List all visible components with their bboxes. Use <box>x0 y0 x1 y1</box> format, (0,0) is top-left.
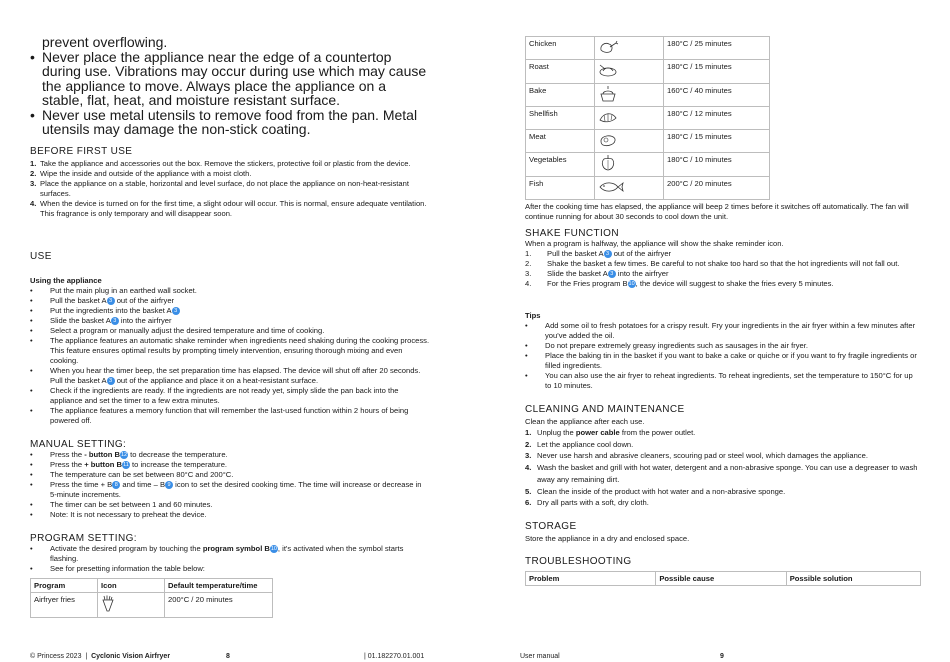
list-item <box>30 510 430 520</box>
list-item <box>30 470 430 480</box>
copyright: © Princess 2023 <box>30 653 82 660</box>
bullet: • <box>30 306 33 315</box>
bullet: • <box>30 470 33 479</box>
user-manual-label: User manual <box>520 653 560 660</box>
bullet: 2. <box>525 259 532 268</box>
document-code: | 01.182270.01.001 <box>364 653 425 660</box>
program-table-right <box>525 36 770 200</box>
part-badge: 3 <box>172 307 180 315</box>
table-row <box>526 83 770 106</box>
item-pre: Press the <box>50 460 85 469</box>
list-item <box>30 199 430 219</box>
item-text <box>537 497 649 509</box>
before-first-use-list <box>30 159 430 219</box>
chicken-icon <box>595 37 664 60</box>
list-item <box>30 179 430 199</box>
bullet: • <box>30 286 33 295</box>
bullet: 4. <box>525 279 532 288</box>
part-badge: 8 <box>112 481 120 489</box>
item-post: into the airfryer <box>615 269 669 278</box>
item-bold: - button B <box>84 450 121 459</box>
program-name: Meat <box>526 130 595 153</box>
list-item <box>30 480 430 500</box>
item-text <box>547 269 669 279</box>
item-pre: Wash the basket and grill with hot water, detergent and a non-abrasive sponge. You can use a degreaser to wash away any remaining dirt. <box>537 463 918 484</box>
list-item <box>30 406 430 426</box>
item-post: out of the appliance and place it on a heat-resistant surface. <box>114 376 319 385</box>
item-pre: For the Fries program B <box>547 279 628 288</box>
bullet: • <box>30 316 33 325</box>
program-default: 180°C / 25 minutes <box>664 37 770 60</box>
item-text: Take the appliance and accessories out the box. Remove the stickers, protective foil or plastic from the device. <box>40 159 411 168</box>
tips-title: Tips <box>525 311 541 320</box>
part-badge: 3 <box>107 297 115 305</box>
table-header-problem: Problem <box>526 572 656 586</box>
troubleshooting-title: TROUBLESHOOTING <box>525 556 632 567</box>
tips-section <box>525 311 920 391</box>
item-text <box>50 450 228 460</box>
shake-list <box>525 249 920 289</box>
shellfish-icon <box>595 106 664 129</box>
bullet: • <box>30 106 35 123</box>
list-item <box>30 460 430 470</box>
item-number: 6. <box>525 498 532 508</box>
table-row <box>526 176 770 199</box>
troubleshooting-section <box>525 556 921 586</box>
meat-icon <box>595 130 664 153</box>
list-item <box>30 500 430 510</box>
program-name: Shellfish <box>526 106 595 129</box>
bullet: • <box>30 500 33 509</box>
item-pre: Put the ingredients into the basket A <box>50 306 172 315</box>
table-row <box>526 153 770 176</box>
program-default: 180°C / 10 minutes <box>664 153 770 176</box>
item-text <box>547 249 671 259</box>
item-post: , it's activated when the symbol starts flashing. <box>50 544 404 563</box>
item-pre: Put the main plug in an earthed wall socket. <box>50 286 197 295</box>
item-pre: Press the time + B <box>50 480 113 489</box>
item-text <box>50 386 430 406</box>
bullet: • <box>30 406 33 415</box>
item-text <box>50 480 430 500</box>
program-default: 200°C / 20 minutes <box>664 176 770 199</box>
cleaning-title: CLEANING AND MAINTENANCE <box>525 404 685 415</box>
item-pre: Unplug the <box>537 428 576 437</box>
program-name: Fish <box>526 176 595 199</box>
bullet: • <box>525 371 528 380</box>
table-header-solution: Possible solution <box>786 572 920 586</box>
list-item <box>525 249 920 259</box>
list-item <box>30 366 430 386</box>
list-item <box>30 306 430 316</box>
shake-title: SHAKE FUNCTION <box>525 228 619 239</box>
item-post: from the power outlet. <box>619 428 696 437</box>
program-default: 200°C / 20 minutes <box>165 593 273 618</box>
list-item <box>30 169 430 179</box>
program-name: Vegetables <box>526 153 595 176</box>
part-badge: 3 <box>107 377 115 385</box>
vegetables-icon <box>595 153 664 176</box>
item-text <box>50 366 430 386</box>
program-default: 180°C / 15 minutes <box>664 130 770 153</box>
item-text <box>50 564 205 574</box>
intro-text: Never use metal utensils to remove food from the pan. Metal utensils may damage the non-stick coating. <box>42 106 418 137</box>
list-item <box>525 259 920 269</box>
item-pre: Pull the basket A <box>547 249 604 258</box>
bullet: • <box>30 460 33 469</box>
item-pre: See for presetting information the table below: <box>50 564 205 573</box>
item-pre: Check if the ingredients are ready. If the ingredients are not ready yet, simply slide the pan back into the appliance and set the timer to a few extra minutes. <box>50 386 399 405</box>
item-pre: Never use harsh and abrasive cleaners, scouring pad or steel wool, which damages the appliance. <box>537 451 868 461</box>
table-row <box>526 60 770 83</box>
part-badge: 10 <box>628 281 635 287</box>
item-text <box>50 316 172 326</box>
item-text <box>50 510 207 520</box>
item-text <box>537 486 785 498</box>
bullet: • <box>30 480 33 489</box>
part-badge: 3 <box>604 250 612 258</box>
table-row <box>526 130 770 153</box>
table-row <box>526 37 770 60</box>
intro-line <box>30 50 430 108</box>
item-pre: Slide the basket A <box>50 316 111 325</box>
bullet: • <box>30 450 33 459</box>
item-text <box>537 439 633 451</box>
program-name: Chicken <box>526 37 595 60</box>
item-bold: program symbol B <box>202 544 270 553</box>
item-text <box>537 450 868 462</box>
tip-text: Place the baking tin in the basket if you want to bake a cake or quiche or if you want to fry fragile ingredients or filled ingredients. <box>545 351 917 370</box>
bullet: • <box>30 296 33 305</box>
item-pre: The temperature can be set between 80°C and 200°C. <box>50 470 234 479</box>
program-name: Roast <box>526 60 595 83</box>
manual-setting-title: MANUAL SETTING: <box>30 439 127 450</box>
bullet <box>30 35 42 50</box>
item-pre: Note: It is not necessary to preheat the device. <box>50 510 207 519</box>
item-pre: Slide the basket A <box>547 269 608 278</box>
item-text <box>50 460 227 470</box>
storage-title: STORAGE <box>525 521 577 532</box>
item-number: 1. <box>525 428 532 437</box>
part-badge: 3 <box>608 270 616 278</box>
list-item <box>525 371 920 391</box>
storage-section <box>525 521 920 544</box>
item-number: 4. <box>525 463 532 473</box>
tips-list <box>525 321 920 391</box>
tip-text: You can also use the air fryer to reheat ingredients. To reheat ingredients, set the temperature to 150°C for up to 10 minutes. <box>545 371 913 390</box>
list-item <box>525 427 925 439</box>
table-header-cause: Possible cause <box>656 572 786 586</box>
intro-line <box>30 35 430 50</box>
table-row <box>526 106 770 129</box>
item-post: to increase the temperature. <box>129 460 228 469</box>
item-text <box>50 470 233 480</box>
part-badge: 12 <box>120 452 128 458</box>
item-bold: + button B <box>84 460 122 469</box>
list-item <box>30 296 430 306</box>
item-pre: When you hear the timer beep, the set preparation time has elapsed. The device will shut off after 20 seconds. Pull the basket A <box>50 366 421 385</box>
table-header-default: Default temperature/time <box>165 579 273 593</box>
roast-icon <box>595 60 664 83</box>
bullet: • <box>525 351 528 360</box>
fish-icon <box>595 176 664 199</box>
item-pre: Press the <box>50 450 85 459</box>
item-number: 5. <box>525 486 532 496</box>
bullet: • <box>525 321 528 330</box>
item-number: 2. <box>30 169 37 178</box>
list-item <box>30 286 430 296</box>
bullet: • <box>30 386 33 395</box>
part-badge: 10 <box>270 546 277 552</box>
program-default: 180°C / 12 minutes <box>664 106 770 129</box>
program-default: 180°C / 15 minutes <box>664 60 770 83</box>
safety-intro <box>30 35 430 137</box>
use-list <box>30 286 430 426</box>
program-setting-title: PROGRAM SETTING: <box>30 533 137 544</box>
item-number: 3. <box>525 451 532 461</box>
troubleshooting-table <box>525 571 921 586</box>
table-header-icon: Icon <box>98 579 165 593</box>
item-text <box>50 296 174 306</box>
item-pre: Activate the desired program by touching the <box>50 544 203 553</box>
item-text <box>50 500 213 510</box>
part-badge: 9 <box>165 481 173 489</box>
footer-copyright <box>30 653 170 660</box>
part-badge: 11 <box>123 462 129 468</box>
bullet: • <box>30 336 33 345</box>
item-text <box>537 462 925 485</box>
list-item <box>525 341 920 351</box>
item-text: Place the appliance on a stable, horizontal and level surface, do not place the appliance on non-heat-resistant surfaces. <box>40 179 409 198</box>
manual-setting-list <box>30 450 430 520</box>
cleaning-intro: Clean the appliance after each use. <box>525 417 645 426</box>
item-post: out of the airfryer <box>114 296 175 305</box>
page-number-right: 9 <box>720 653 724 660</box>
item-pre: Let the appliance cool down. <box>537 439 634 449</box>
tip-text: Do not prepare extremely greasy ingredients such as sausages in the air fryer. <box>545 341 808 350</box>
item-number: 2. <box>525 439 532 449</box>
item-pre: Select a program or manually adjust the desired temperature and time of cooking. <box>50 326 325 335</box>
item-post: , the device will suggest to shake the fries every 5 minutes. <box>635 279 834 288</box>
bullet: • <box>30 326 33 335</box>
item-text: Wipe the inside and outside of the appliance with a moist cloth. <box>40 169 252 178</box>
table-header-program: Program <box>31 579 98 593</box>
item-text: When the device is turned on for the first time, a slight odour will occur. This is normal, ensure adequate ventilation. This fragrance is only temporary and will disappear soon. <box>40 199 427 218</box>
cleaning-list <box>525 427 925 509</box>
item-text <box>50 336 430 366</box>
bullet: 1. <box>525 249 532 258</box>
fries-icon <box>98 593 165 618</box>
intro-text: Never place the appliance near the edge of a countertop during use. Vibrations may occur during use which may cause the appliance to move. Always place the appliance on a stable, flat, heat, and moisture resistant surface. <box>42 48 427 108</box>
footer-separator: | <box>85 653 88 660</box>
cleaning-section <box>525 404 925 509</box>
list-item <box>525 439 925 451</box>
after-cooking-text: After the cooking time has elapsed, the appliance will beep 2 times before it switches off automatically. The fan will continue running for about 30 seconds to cool down the unit. <box>525 202 909 221</box>
list-item <box>525 321 920 341</box>
list-item <box>525 497 925 509</box>
before-first-use-title: BEFORE FIRST USE <box>30 146 133 157</box>
item-text <box>50 326 324 336</box>
list-item <box>30 159 430 169</box>
bullet: 3. <box>525 269 532 278</box>
use-subtitle: Using the appliance <box>30 276 102 285</box>
item-pre: The appliance features a memory function that will remember the last-used function within 2 hours of being powered off. <box>50 406 409 425</box>
list-item <box>30 336 430 366</box>
list-item <box>30 326 430 336</box>
item-number: 1. <box>30 159 37 168</box>
manual-setting-section <box>30 439 430 520</box>
use-section <box>30 251 430 426</box>
program-setting-list <box>30 544 430 574</box>
storage-text: Store the appliance in a dry and enclosed space. <box>525 534 690 543</box>
item-pre: Dry all parts with a soft, dry cloth. <box>537 498 649 508</box>
table-row <box>31 593 273 618</box>
list-item <box>30 544 430 564</box>
item-number: 3. <box>30 179 37 188</box>
item-pre: Pull the basket A <box>50 296 107 305</box>
list-item <box>525 486 925 498</box>
program-name: Airfryer fries <box>31 593 98 618</box>
bullet: • <box>525 341 528 350</box>
list-item <box>525 462 925 485</box>
bake-icon <box>595 83 664 106</box>
before-first-use-section <box>30 146 430 219</box>
program-name: Bake <box>526 83 595 106</box>
item-post2: icon to set the desired cooking time. The time will increase or decrease in 5-minute increments. <box>50 480 422 499</box>
use-title: USE <box>30 251 52 262</box>
intro-text: prevent overflowing. <box>42 34 168 50</box>
list-item <box>525 269 920 279</box>
bullet: • <box>30 48 35 65</box>
shake-section <box>525 228 920 289</box>
item-post: and time – B <box>120 480 166 489</box>
list-item <box>525 450 925 462</box>
tip-text: Add some oil to fresh potatoes for a crispy result. Fry your ingredients in the air fryer within a few minutes after you've added the oil. <box>545 321 916 340</box>
item-text <box>537 427 695 439</box>
item-post: to decrease the temperature. <box>128 450 228 459</box>
list-item <box>30 386 430 406</box>
program-table-left <box>30 578 273 618</box>
bullet: • <box>30 544 33 553</box>
list-item <box>525 279 920 289</box>
list-item <box>30 450 430 460</box>
item-text <box>50 544 430 564</box>
program-default: 160°C / 40 minutes <box>664 83 770 106</box>
item-text <box>50 406 430 426</box>
item-pre: The timer can be set between 1 and 60 minutes. <box>50 500 213 509</box>
program-setting-section <box>30 533 430 618</box>
item-text <box>50 286 197 296</box>
item-pre: Shake the basket a few times. Be careful to not shake too hard so that the hot ingredients will not fall out. <box>547 259 900 268</box>
item-text <box>50 306 180 316</box>
item-text <box>547 279 834 289</box>
item-post: into the airfryer <box>118 316 172 325</box>
part-badge: 3 <box>111 317 119 325</box>
page-number-left: 8 <box>226 653 230 660</box>
bullet: • <box>30 510 33 519</box>
item-text <box>547 259 899 269</box>
shake-intro: When a program is halfway, the appliance will show the shake reminder icon. <box>525 239 784 248</box>
item-pre: Clean the inside of the product with hot water and a non-abrasive sponge. <box>537 486 786 496</box>
item-pre: The appliance features an automatic shake reminder when ingredients need shaking during the cooking process. This feature ensures optimal results by prompting timely intervention, ensuring thorough mixing and even cooking. <box>50 336 430 365</box>
product-name: Cyclonic Vision Airfryer <box>91 653 171 660</box>
item-bold: power cable <box>575 428 620 437</box>
list-item <box>30 316 430 326</box>
list-item <box>525 351 920 371</box>
item-post: out of the airfryer <box>611 249 672 258</box>
intro-line <box>30 108 430 137</box>
list-item <box>30 564 430 574</box>
item-number: 4. <box>30 199 37 208</box>
bullet: • <box>30 366 33 375</box>
bullet: • <box>30 564 33 573</box>
